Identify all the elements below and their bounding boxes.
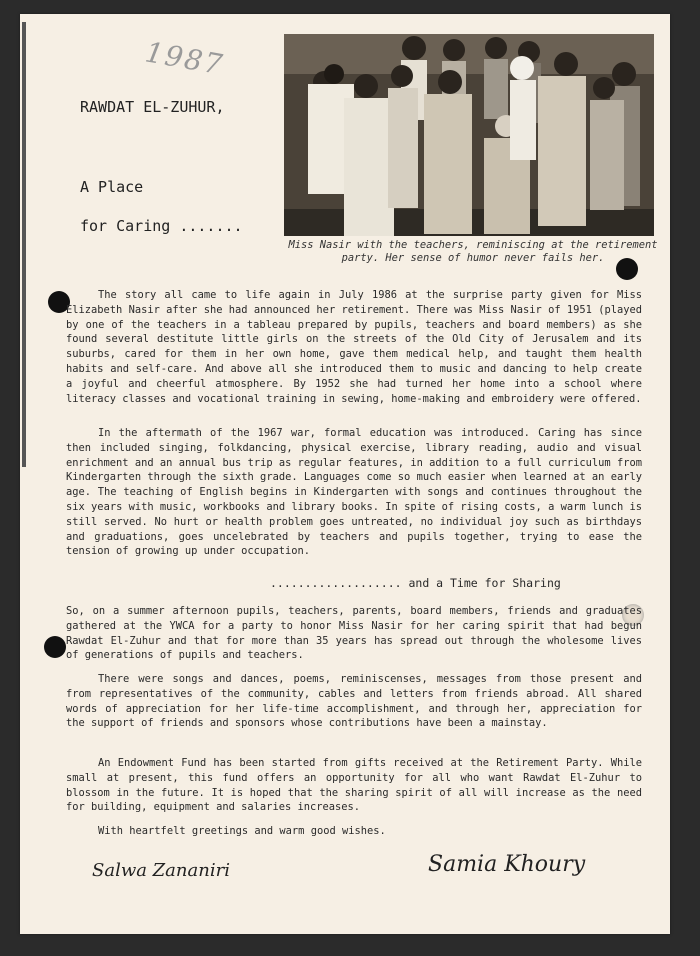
paragraph-4: There were songs and dances, poems, reminiscenses, messages from those present and from representatives of the community, cables and letters from friends abroad. All shared words of appreciation for her life-time accomplishment, and through her, appreciation for the support of friends and sponsors whose contributions have been a mainstay. (66, 673, 642, 730)
section-subheading: ................... and a Time for Sharing (270, 576, 561, 590)
signature-right: Samia Khoury (428, 852, 586, 877)
subtitle-line-1: A Place (80, 178, 144, 196)
handwritten-year: 1987 (142, 35, 227, 82)
group-photo-illustration (284, 34, 654, 236)
closing-greeting: With heartfelt greetings and warm good wishes. (98, 825, 386, 837)
punch-hole-right-top (616, 258, 638, 280)
signature-left: Salwa Zananiri (92, 860, 230, 881)
photo-caption: Miss Nasir with the teachers, reminiscing at the retirement party. Her sense of humor never fails her. (288, 239, 658, 264)
paragraph-3: So, on a summer afternoon pupils, teachers, parents, board members, friends and graduates gathered at the YWCA for a party to honor Miss Nasir for her caring spirit that had begun Rawdat El-Zuhur and that for more than 35 years has spread out through the wholesome lives of generations of pupils and teachers. (66, 605, 642, 662)
punch-hole-left-bottom (44, 636, 66, 658)
group-photo (284, 34, 654, 236)
paragraph-1: The story all came to life again in July 1986 at the surprise party given for Miss Elizabeth Nasir after she had announced her retirement. There was Miss Nasir of 1951 (played by one of the teachers in a tableau prepared by pupils, teachers and board members) as she found several destitute little girls on the streets of the Old City of Jerusalem and its suburbs, cared for them in her own home, gave them medical help, and taught them health habits and self-care. And above all she introduced them to music and dancing to help create a joyful and cheerful atmosphere. By 1952 she had turned her home into a school where literacy classes and vocational training in sewing, home-making and embroidery were offered. (66, 289, 642, 405)
paragraph-5: An Endowment Fund has been started from gifts received at the Retirement Party. While small at present, this fund offers an opportunity for all who want Rawdat El-Zuhur to blossom in the future. It is hoped that the sharing spirit of all will increase as the need for building, equipment and salaries increases. (66, 757, 642, 814)
paragraph-2: In the aftermath of the 1967 war, formal education was introduced. Caring has since then included singing, folkdancing, physical exercise, library reading, audio and visual enrichment and an annual bus trip as regular features, in addition to a full curriculum from Kindergarten through the sixth grade. Languages come so much easier when learned at an early age. The teaching of English begins in Kindergarten with songs and continues throughout the six years with music, workbooks and library books. In spite of rising costs, a warm lunch is still served. No hurt or health problem goes untreated, no individual joy such as birthdays and graduations, goes uncelebrated by teachers and pupils together, trying to ease the tension of growing up under occupation. (66, 427, 642, 558)
subtitle-line-2: for Caring ....... (80, 217, 243, 235)
document-title: RAWDAT EL-ZUHUR, (80, 98, 225, 116)
binding-strip (22, 22, 26, 467)
